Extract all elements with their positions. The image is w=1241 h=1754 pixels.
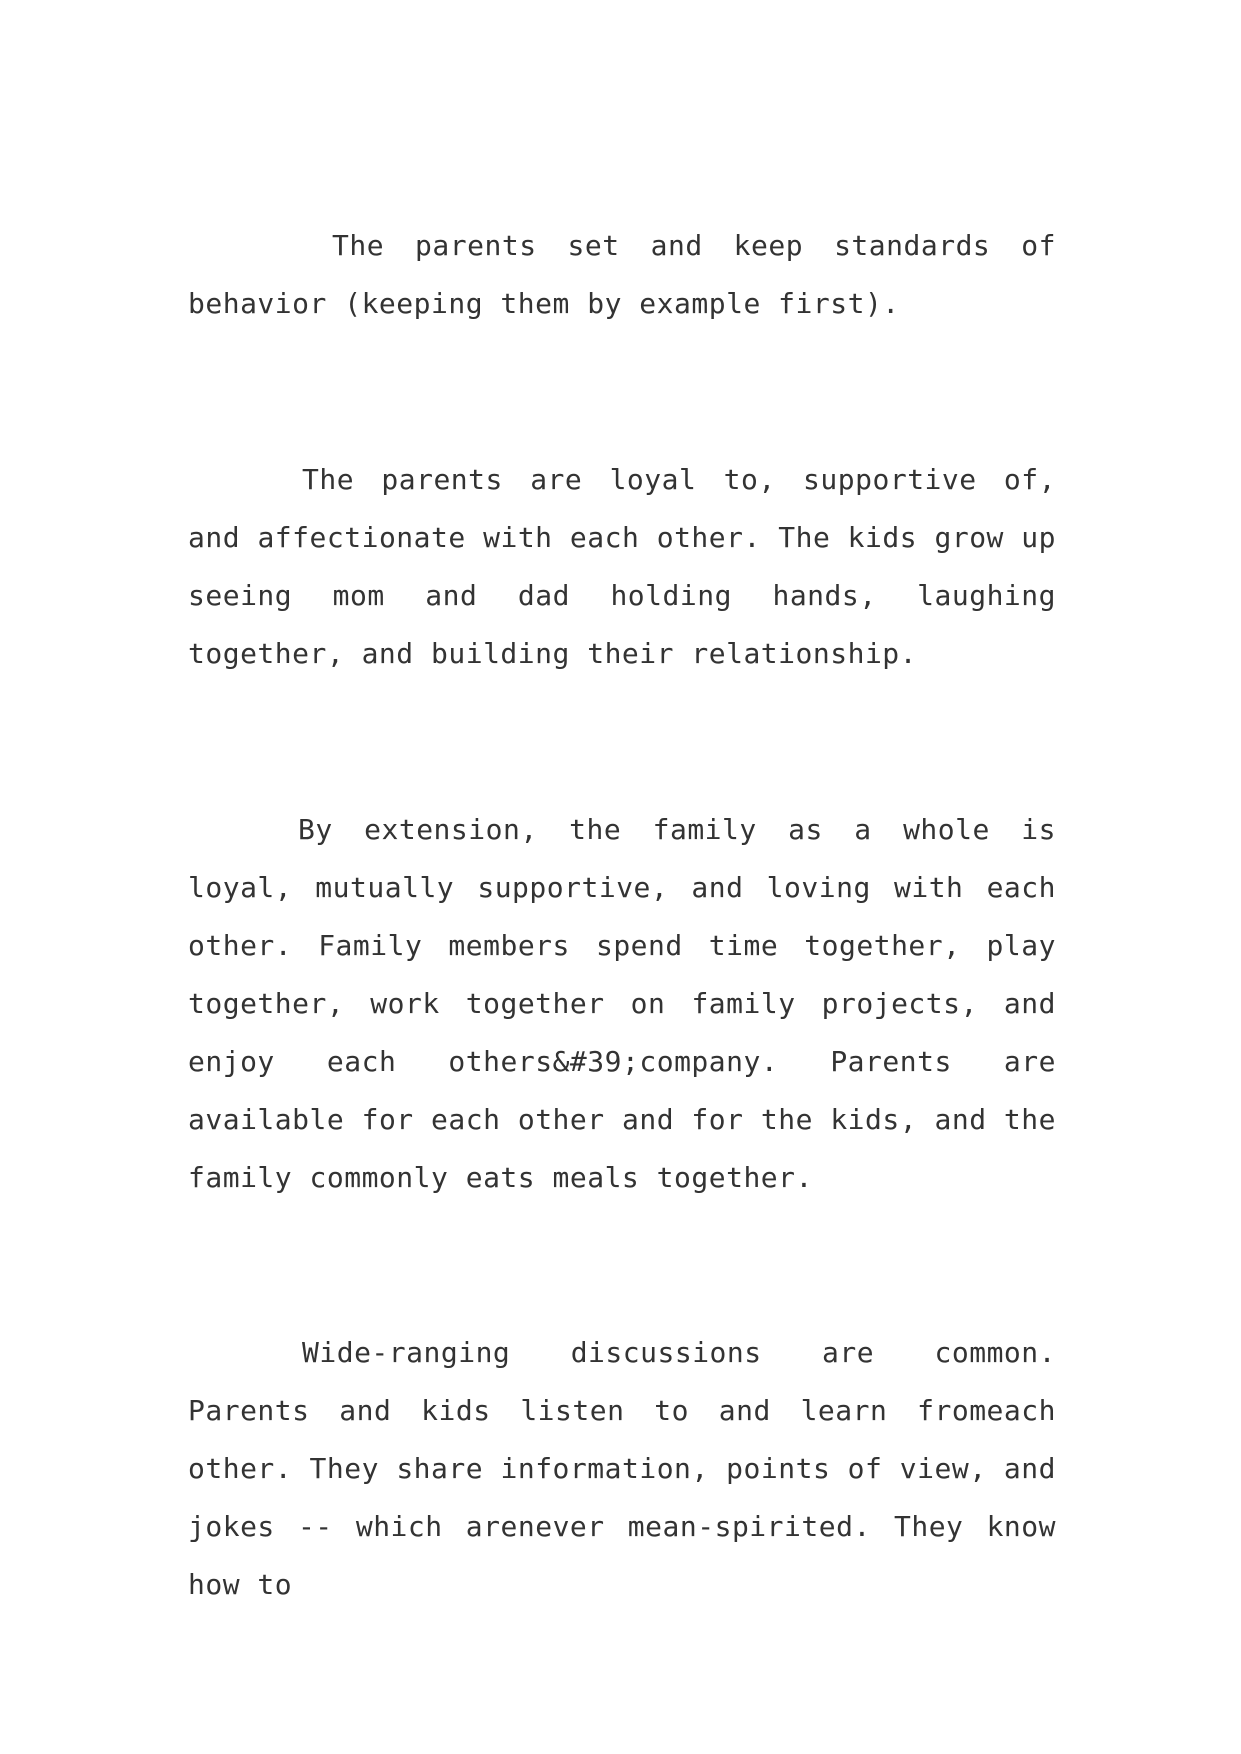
paragraph-discussions: Wide-ranging discussions are common. Parents and kids listen to and learn fromeach other. They share information, points of view, and jokes -- which arenever mean-spirited. They know how to xyxy=(188,1336,1056,1601)
paragraph-standards: The parents set and keep standards of behavior (keeping them by example first). xyxy=(188,229,1056,320)
paragraph-family-extension: By extension, the family as a whole is loyal, mutually supportive, and loving with each other. Family members spend time together, play together, work together on family projects, and enjoy each others&#39;company. Parents are available for each other and for the kids, and the family commonly eats meals together. xyxy=(188,813,1056,1194)
paragraph-parents-loyal: The parents are loyal to, supportive of, and affectionate with each other. The kids grow up seeing mom and dad holding hands, laughing together, and building their relationship. xyxy=(188,463,1056,670)
